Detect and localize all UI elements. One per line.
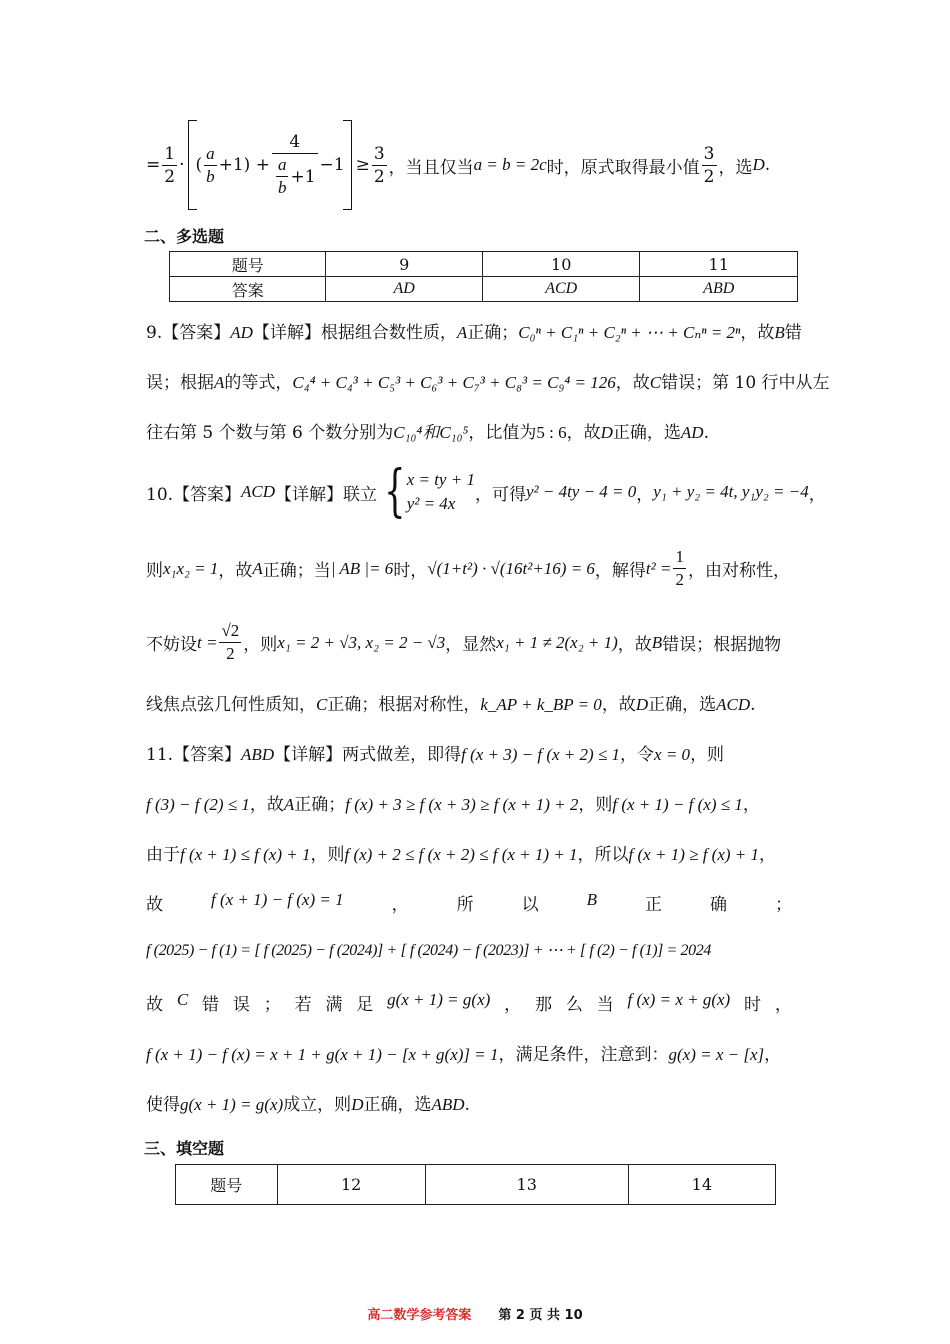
footer-title: 高二数学参考答案: [367, 1308, 472, 1323]
system-brace: {: [384, 459, 406, 524]
q10-line1: 10.【答案】 ACD 【详解】联立 { x = ty + 1 y² = 4x ，可得 y² − 4ty − 4 = 0 ， y₁ + y₂ = 4t, y₁y₂ = −4 ，: [146, 459, 826, 524]
table-cell: 10: [482, 252, 640, 277]
q10-line4: 线焦点弦几何性质知，C正确；根据对称性，k_AP + k_BP = 0，故D正确，选ACD.: [146, 695, 756, 715]
min-value: $\frac{3}{2}$: [703, 143, 715, 187]
q11-line6: 故 C 错 误 ； 若 满 足 g(x + 1) = g(x) ， 那 么 当 f (x) = x + g(x) 时 ，: [146, 990, 792, 1015]
top-expression: = $\frac{1}{2}$ · ( $\frac{a}{b}$ +1) + 4 $\frac{a}{b}$ +1 −1 ≥ $\frac{3}{2}$ ，当且仅当 a = b = 2c 时，原式取得最小值 $\frac{3}{2}$ ，选 D .: [146, 118, 770, 212]
section-multiple-choice-title: 二、多选题: [144, 227, 225, 246]
page-footer: [0, 1304, 950, 1323]
table-cell: 答案: [170, 277, 326, 302]
table-cell: 题号: [170, 252, 326, 277]
half-fraction-t: $\frac{1}{2}$: [675, 547, 684, 589]
table-cell: 9: [326, 252, 482, 277]
table-cell: 11: [640, 252, 798, 277]
bracket-group: ( $\frac{a}{b}$ +1) + 4 $\frac{a}{b}$ +1 −1: [188, 120, 351, 210]
q9-line1: 9.【答案】AD【详解】根据组合数性质，A正确；C₀ⁿ + C₁ⁿ + C₂ⁿ + ⋯ + Cₙⁿ = 2ⁿ，故B错: [146, 323, 802, 343]
table-cell: 题号: [176, 1165, 278, 1205]
q11-line8: 使得g(x + 1) = g(x)成立，则D正确，选ABD.: [146, 1095, 470, 1115]
sqrt2-over-2: $\frac{√2}{2}$: [221, 621, 240, 663]
q11-line1: 11.【答案】ABD【详解】两式做差，即得f (x + 3) − f (x + 2) ≤ 1，令x = 0，则: [146, 745, 725, 765]
answer-table-fill: [175, 1164, 776, 1205]
answer-table-multiple: [169, 251, 798, 302]
table-cell: 13: [425, 1165, 628, 1205]
footer-page-number: 第 2 页 共 10: [498, 1308, 583, 1323]
q10-line3: 不妨设 t = $\frac{√2}{2}$ ，则 x₁ = 2 + √3, x₂ = 2 − √3 ，显然 x₁ + 1 ≠ 2(x₂ + 1) ，故 B 错误；根据抛物: [146, 621, 782, 663]
q11-line7: f (x + 1) − f (x) = x + 1 + g(x + 1) − [x + g(x)] = 1，满足条件，注意到：g(x) = x − [x]，: [146, 1045, 782, 1065]
table-cell: ACD: [482, 277, 640, 302]
equation-system: x = ty + 1 y² = 4x: [406, 470, 475, 513]
q11-line2: f (3) − f (2) ≤ 1，故A正确；f (x) + 3 ≥ f (x + 3) ≥ f (x + 1) + 2，则f (x + 1) − f (x) ≤ 1，: [146, 795, 760, 815]
q9-line2: 误；根据A的等式，C₄⁴ + C₄³ + C₅³ + C₆³ + C₇³ + C₈³ = C₉⁴ = 126，故C错误；第 10 行中从左: [146, 373, 830, 393]
a-over-b: $\frac{a}{b}$: [206, 143, 215, 186]
q11-line4: 故 f (x + 1) − f (x) = 1 ， 所 以 B 正 确 ；: [146, 890, 792, 915]
section-fill-blank-title: 三、填空题: [144, 1139, 225, 1158]
table-cell: ABD: [640, 277, 798, 302]
q11-line5: f (2025) − f (1) = [ f (2025) − f (2024)] + [ f (2024) − f (2023)] + ⋯ + [ f (2) − f (1)] = 2024: [146, 942, 711, 959]
q10-line2: 则 x₁x₂ = 1 ，故 A 正确；当 | AB |= 6 时， √(1+t²) · √(16t²+16) = 6 ，解得 t² = $\frac{1}{2}$ ，由对称性，: [146, 547, 790, 589]
table-cell: 12: [277, 1165, 425, 1205]
table-cell: 14: [628, 1165, 775, 1205]
half-fraction: $\frac{1}{2}$: [164, 143, 176, 187]
three-halves: $\frac{3}{2}$: [373, 143, 385, 187]
table-cell: AD: [326, 277, 482, 302]
q11-line3: 由于f (x + 1) ≤ f (x) + 1，则f (x) + 2 ≤ f (x + 2) ≤ f (x + 1) + 1，所以f (x + 1) ≥ f (x) + 1，: [146, 845, 777, 865]
q9-line3: 往右第 5 个数与第 6 个数分别为C₁₀⁴和C₁₀⁵，比值为5 : 6，故D正确，选AD.: [146, 423, 709, 443]
four-fraction: 4 $\frac{a}{b}$ +1: [272, 131, 318, 199]
